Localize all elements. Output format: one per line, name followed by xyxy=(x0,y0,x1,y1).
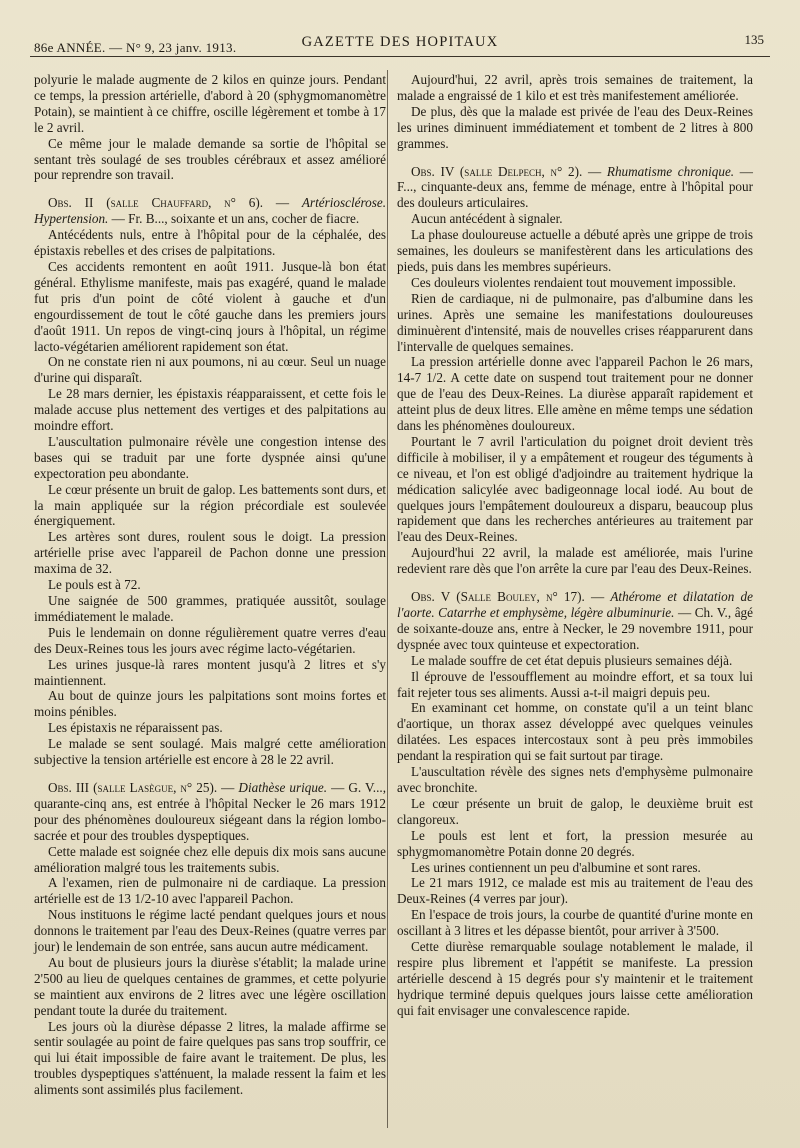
paragraph: Nous instituons le régime lacté pendant quelques jours et nous donnons le traitement par l'eau des Deux-Reines (quatre verres par jour) le lendemain de son entrée, sans aucun autre médicament. xyxy=(34,907,386,955)
diagnosis-title: Rhumatisme chronique. xyxy=(606,163,735,179)
paragraph: Les jours où la diurèse dépasse 2 litres, la malade affirme se sentir soulagée au point de faire quelques pas sans trop souffrir, ce qui lui était impossible de faire avant le traitement. De plus, les troubles dyspeptiques s'atténuent, la malade ressent la faim et les aliments sont assimilés plus facilement. xyxy=(34,1018,386,1098)
paragraph: Le cœur présente un bruit de galop, le deuxième bruit est clangoreux. xyxy=(397,795,753,827)
paragraph: Le malade se sent soulagé. Mais malgré cette amélioration subjective la tension artérielle est encore à 28 le 22 avril. xyxy=(34,736,386,768)
paragraph: Antécédents nuls, entre à l'hôpital pour de la céphalée, des épistaxis rebelles et des crises de palpitations. xyxy=(34,227,386,259)
paragraph: Aujourd'hui, 22 avril, après trois semaines de traitement, la malade a engraissé de 1 kilo et est très manifestement améliorée. xyxy=(397,72,753,103)
paragraph: Au bout de plusieurs jours la diurèse s'établit; la malade urine 2'500 au lieu de quelques centaines de grammes, et cette polyurie se maintient aux environs de 2 litres avec une légère oscillation pendant toute la durée du traitement. xyxy=(34,954,386,1018)
paragraph: A l'examen, rien de pulmonaire ni de cardiaque. La pression artérielle est de 13 1/2-10 avec l'appareil Pachon. xyxy=(34,875,386,907)
right-column xyxy=(397,72,753,1019)
paragraph: Le malade souffre de cet état depuis plusieurs semaines déjà. xyxy=(411,652,733,668)
paragraph: Rien de cardiaque, ni de pulmonaire, pas d'albumine dans les urines. Après une semaine les manifestations douloureuses diminuèrent d'intensité, mais de nouvelles crises réapparurent dans l'intervalle de quelques semaines. xyxy=(397,290,753,354)
paragraph: Pourtant le 7 avril l'articulation du poignet droit devient très difficile à mobiliser, il y a empâtement et rougeur des téguments à ce niveau, et l'on est obligé d'adjoindre au traitement hydrique la médication salicylée avec badigeonnage local iodé. Au bout de quelques jours l'empâtement douloureux a disparu, beaucoup plus rapidement que dans les recherches antérieures au traitement par l'eau des Deux-Reines. xyxy=(397,433,753,545)
paragraph: Ce même jour le malade demande sa sortie de l'hôpital se sentant très soulagé de ses troubles cérébraux et assez amélioré pour reprendre son travail. xyxy=(34,135,386,183)
paragraph: Aujourd'hui 22 avril, la malade est améliorée, mais l'urine redevient rare dès que l'on arrête la cure par l'eau des Deux-Reines. xyxy=(397,545,753,577)
observation-heading: Obs. III (salle Lasègue, n° 25). — Diathèse urique. — G. V..., quarante-cinq ans, est entrée à l'hôpital Necker le 26 mars 1912 pour des phénomènes douloureux siégeant dans la région lombo-sacrée et pour des troubles dyspeptiques. xyxy=(34,779,386,843)
paragraph: Aucun antécédent à signaler. xyxy=(411,211,563,227)
diagnosis-title: Artériosclérose. Hypertension. xyxy=(34,195,386,227)
paragraph: Cette malade est soignée chez elle depuis dix mois sans aucune amélioration malgré tous les traitements subis. xyxy=(34,843,386,875)
column-divider xyxy=(387,70,388,1128)
paragraph: Le pouls est à 72. xyxy=(48,577,141,593)
paragraph: En l'espace de trois jours, la courbe de quantité d'urine monte en oscillant à 3 litres et les dépasse bientôt, pour arriver à 3'500. xyxy=(397,907,753,939)
paragraph: Une saignée de 500 grammes, pratiquée aussitôt, soulage immédiatement le malade. xyxy=(34,593,386,624)
diagnosis-title: Diathèse urique. xyxy=(238,779,328,795)
paragraph: Les urines contiennent un peu d'albumine et sont rares. xyxy=(411,859,701,875)
paragraph: Ces accidents remontent en août 1911. Jusque-là bon état général. Ethylisme manifeste, mais pas exagéré, quand le malade fut pris d'un point de côté violent à gauche et d'un engourdissement de tout le côté gauche dans les premiers jours d'août 1911. Un repos de vingt-cinq jours à l'hôpital, un régime lacto-végétarien améliorent rapidement son état. xyxy=(34,258,386,354)
left-column xyxy=(34,72,386,1098)
paragraph: Le cœur présente un bruit de galop. Les battements sont durs, et la main appliquée sur la région précordiale est soulevée énergiquement. xyxy=(34,481,386,529)
observation-heading: Obs. II (salle Chauffard, n° 6). — Artériosclérose. Hypertension. — Fr. B..., soixante et un ans, cocher de fiacre. xyxy=(34,195,386,227)
issue-info: 86e ANNÉE. — N° 9, 23 janv. 1913. xyxy=(34,40,237,55)
page-number: 135 xyxy=(744,32,764,47)
paragraph: Il éprouve de l'essoufflement au moindre effort, et sa toux lui fait rejeter tous ses aliments. Aussi a-t-il maigri depuis peu. xyxy=(397,668,753,700)
paragraph: On ne constate rien ni aux poumons, ni au cœur. Seul un nuage d'urine qui disparaît. xyxy=(34,354,386,386)
page-header xyxy=(30,30,770,57)
paragraph: Le 21 mars 1912, ce malade est mis au traitement de l'eau des Deux-Reines (4 verres par jour). xyxy=(397,875,753,907)
paragraph: Puis le lendemain on donne régulièrement quatre verres d'eau des Deux-Reines tous les jours avec régime lacto-végétarien. xyxy=(34,624,386,656)
paragraph: Cette diurèse remarquable soulage notablement le malade, il respire plus librement et l'appétit se manifeste. La pression artérielle descend à 15 degrés pour s'y maintenir et le traitement hydrique terminé depuis quelques jours laisse cette amélioration qui fait envisager une convalescence rapide. xyxy=(397,939,753,1018)
paragraph: L'auscultation pulmonaire révèle une congestion intense des bases qui se traduit par une forte dyspnée ainsi qu'une expectoration peu abondante. xyxy=(34,433,386,481)
observation-heading: Obs. V (Salle Bouley, n° 17). — Athérome et dilatation de l'aorte. Catarrhe et emphysème, légère albuminurie. — Ch. V., âgé de soixante-douze ans, entre à Necker, le 29 novembre 1911, pour dyspnée avec toux quinteuse et expectoration. xyxy=(397,589,753,652)
observation-heading: Obs. IV (salle Delpech, n° 2). — Rhumatisme chronique. — F..., cinquante-deux ans, femme de ménage, entre à l'hôpital pour des douleurs articulaires. xyxy=(397,163,753,211)
paragraph: La pression artérielle donne avec l'appareil Pachon le 26 mars, 14-7 1/2. A cette date on suspend tout traitement pour ne donner que de l'eau des Deux-Reines. La diurèse apparaît rapidement et atteint plus de deux litres. Elle amène en même temps une sédation dans les phénomènes douloureux. xyxy=(397,354,753,434)
paragraph: Les épistaxis ne réparaissent pas. xyxy=(48,720,223,736)
paragraph: Au bout de quinze jours les palpitations sont moins fortes et moins pénibles. xyxy=(34,688,386,720)
paragraph: En examinant cet homme, on constate qu'il a un teint blanc d'aortique, un thorax assez développé avec quelques veinules dilatées. Les espaces intercostaux sont à peu près immobiles pendant la respiration qui se fait surtout par tirage. xyxy=(397,700,753,764)
paragraph: Les artères sont dures, roulent sous le doigt. La pression artérielle prise avec l'appareil de Pachon donne une pression maxima de 32. xyxy=(34,529,386,577)
paragraph: Les urines jusque-là rares montent jusqu'à 2 litres et s'y maintiennent. xyxy=(34,656,386,688)
journal-title: GAZETTE DES HOPITAUX xyxy=(301,34,499,50)
paragraph: Ces douleurs violentes rendaient tout mouvement impossible. xyxy=(411,274,736,290)
paragraph: La phase douloureuse actuelle a débuté après une grippe de trois semaines, les douleurs se manifestèrent dans les articulations des pieds, puis dans les membres supérieurs. xyxy=(397,227,753,274)
paragraph: L'auscultation révèle des signes nets d'emphysème pulmonaire avec bronchite. xyxy=(397,764,753,795)
paragraph: Le pouls est lent et fort, la pression mesurée au sphygmomanomètre Potain donne 20 degrés. xyxy=(397,827,753,859)
paragraph: polyurie le malade augmente de 2 kilos en quinze jours. Pendant ce temps, la pression artérielle, d'abord à 20 (sphygmomanomètre Potain), se maintient à ce chiffre, oscille légèrement et tombe à 17 le 2 avril. xyxy=(34,72,386,135)
paragraph: Le 28 mars dernier, les épistaxis réapparaissent, et cette fois le malade accuse plus nettement des vertiges et des palpitations au moindre effort. xyxy=(34,386,386,434)
paragraph: De plus, dès que la malade est privée de l'eau des Deux-Reines les urines diminuent immédiatement et tombent de 2 litres à 800 grammes. xyxy=(397,103,753,151)
diagnosis-title: Athérome et dilatation de l'aorte. Catarrhe et emphysème, légère albuminurie. xyxy=(397,589,753,620)
